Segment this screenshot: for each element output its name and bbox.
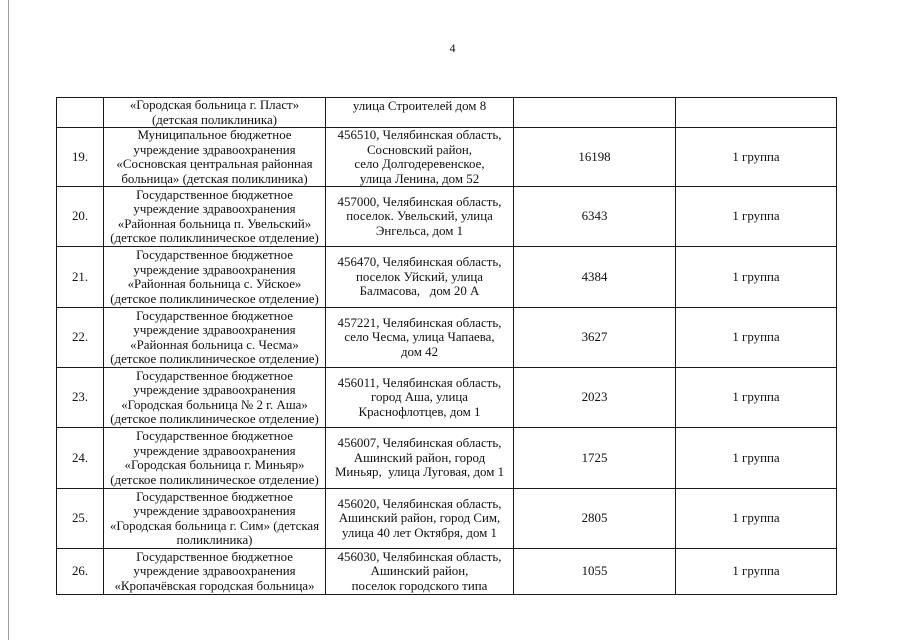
count-value: 16198 bbox=[578, 149, 611, 164]
address-line: Энгельса, дом 1 bbox=[375, 223, 464, 238]
count-cell bbox=[514, 489, 676, 549]
institution-name-line: учреждение здравоохранения bbox=[133, 564, 296, 579]
address-cell bbox=[326, 247, 514, 308]
group-value: 1 группа bbox=[732, 269, 780, 284]
institution-name-cell bbox=[104, 489, 326, 549]
address-line: Ашинский район, город Сим, bbox=[338, 511, 501, 526]
institution-name-line: (детское поликлиническое отделение) bbox=[110, 352, 319, 366]
address-cell bbox=[326, 368, 514, 428]
table-row bbox=[57, 187, 837, 247]
address-cell bbox=[326, 187, 514, 247]
address-line: 456020, Челябинская область, bbox=[337, 496, 502, 511]
group-value: 1 группа bbox=[732, 564, 780, 579]
address-line: 456007, Челябинская область, bbox=[337, 436, 502, 451]
group-value: 1 группа bbox=[732, 390, 780, 405]
institution-name-line: учреждение здравоохранения bbox=[133, 202, 296, 216]
address-line: 456470, Челябинская область, bbox=[337, 255, 502, 270]
row-number-cell bbox=[57, 428, 104, 489]
address-cell bbox=[326, 98, 514, 128]
address-line: село Долгодеревенское, bbox=[354, 157, 485, 171]
group-cell bbox=[676, 308, 837, 368]
group-cell bbox=[676, 187, 837, 247]
row-number-cell bbox=[57, 98, 104, 128]
institution-name-line: (детское поликлиническое отделение) bbox=[110, 472, 319, 487]
page-number: 4 bbox=[449, 41, 456, 55]
institution-name-cell bbox=[104, 98, 326, 128]
institution-name-line: «Городская больница г. Сим» (детская bbox=[109, 518, 320, 533]
count-value: 1055 bbox=[581, 564, 608, 579]
institution-name-line: «Сосновская центральная районная bbox=[116, 157, 313, 171]
scan-edge-line bbox=[8, 0, 9, 640]
institution-name-line: учреждение здравоохранения bbox=[133, 262, 296, 277]
table-row bbox=[57, 247, 837, 308]
institution-name-line: «Районная больница п. Увельский» bbox=[117, 216, 312, 231]
group-value: 1 группа bbox=[732, 450, 780, 465]
institution-name-line: (детское поликлиническое отделение) bbox=[110, 231, 319, 245]
row-number: 25. bbox=[71, 511, 89, 526]
count-cell bbox=[514, 247, 676, 308]
row-number: 23. bbox=[71, 390, 89, 405]
table-row bbox=[57, 98, 837, 128]
group-value: 1 группа bbox=[732, 149, 780, 164]
institution-name-cell bbox=[104, 247, 326, 308]
institution-name-line: Государственное бюджетное bbox=[136, 187, 293, 202]
group-cell bbox=[676, 428, 837, 489]
row-number: 20. bbox=[71, 209, 89, 224]
row-number: 26. bbox=[71, 564, 89, 579]
address-cell bbox=[326, 549, 514, 595]
address-cell bbox=[326, 128, 514, 187]
count-value: 3627 bbox=[581, 330, 608, 345]
address-line: Балмасова, дом 20 А bbox=[359, 284, 480, 299]
count-value: 4384 bbox=[581, 269, 608, 284]
institution-name-line: Государственное бюджетное bbox=[136, 489, 293, 504]
count-cell bbox=[514, 368, 676, 428]
row-number-cell bbox=[57, 489, 104, 549]
address-line: дом 42 bbox=[400, 344, 439, 359]
institution-name-line: (детская поликлиника) bbox=[151, 112, 277, 127]
institution-name-line: (детское поликлиническое отделение) bbox=[110, 291, 319, 306]
institution-name-line: «Городская больница № 2 г. Аша» bbox=[121, 397, 308, 412]
institution-name-line: учреждение здравоохранения bbox=[133, 323, 296, 337]
count-value: 1725 bbox=[581, 450, 608, 465]
row-number-cell bbox=[57, 368, 104, 428]
institution-name-line: Государственное бюджетное bbox=[136, 308, 293, 323]
address-line: Миньяр, улица Луговая, дом 1 bbox=[334, 465, 505, 480]
address-line: Ашинский район, город bbox=[353, 450, 486, 465]
address-line: поселок Уйский, улица bbox=[355, 269, 484, 284]
address-line: улица Ленина, дом 52 bbox=[359, 171, 480, 186]
address-line: 456011, Челябинская область, bbox=[337, 375, 502, 390]
count-cell bbox=[514, 187, 676, 247]
count-value: 2805 bbox=[581, 511, 608, 526]
address-line: Сосновский район, bbox=[366, 142, 473, 157]
institution-name-cell bbox=[104, 187, 326, 247]
institution-name-cell bbox=[104, 308, 326, 368]
address-line: город Аша, улица bbox=[371, 390, 468, 405]
row-number: 19. bbox=[71, 149, 89, 164]
institution-name-line: Государственное бюджетное bbox=[136, 549, 293, 564]
address-line: Краснофлотцев, дом 1 bbox=[358, 404, 481, 419]
institution-name-cell bbox=[104, 368, 326, 428]
institution-name-line: Государственное бюджетное bbox=[136, 429, 293, 443]
address-line: 457000, Челябинская область, bbox=[337, 194, 502, 209]
address-cell bbox=[326, 428, 514, 489]
address-line: поселок. Увельский, улица bbox=[346, 209, 493, 224]
address-cell bbox=[326, 489, 514, 549]
count-cell bbox=[514, 98, 676, 128]
address-line: Ашинский район, bbox=[370, 564, 469, 579]
group-value: 1 группа bbox=[732, 330, 780, 345]
row-number-cell bbox=[57, 247, 104, 308]
institution-name-line: «Районная больница с. Уйское» bbox=[127, 277, 302, 291]
row-number: 21. bbox=[71, 269, 89, 284]
table-row bbox=[57, 128, 837, 187]
address-line: поселок городского типа bbox=[351, 578, 488, 593]
institution-name-line: Государственное бюджетное bbox=[136, 248, 293, 262]
group-cell bbox=[676, 489, 837, 549]
row-number: 24. bbox=[71, 450, 89, 465]
group-cell bbox=[676, 128, 837, 187]
institution-name-cell bbox=[104, 128, 326, 187]
institution-name-line: Государственное бюджетное bbox=[136, 368, 293, 383]
count-cell bbox=[514, 308, 676, 368]
institution-name-cell bbox=[104, 428, 326, 489]
institution-name-line: «Кропачёвская городская больница» bbox=[114, 578, 315, 593]
institution-name-line: больница» (детская поликлиника) bbox=[121, 171, 308, 186]
institution-name-line: учреждение здравоохранения bbox=[133, 504, 296, 518]
institution-name-cell bbox=[104, 549, 326, 595]
address-line: 456030, Челябинская область, bbox=[337, 549, 502, 564]
count-cell bbox=[514, 128, 676, 187]
institution-name-line: поликлиника) bbox=[176, 533, 253, 547]
table-row bbox=[57, 308, 837, 368]
count-cell bbox=[514, 549, 676, 595]
row-number-cell bbox=[57, 549, 104, 595]
group-value: 1 группа bbox=[732, 511, 780, 526]
address-line: 457221, Челябинская область, bbox=[337, 315, 502, 330]
address-line: 456510, Челябинская область, bbox=[337, 128, 502, 142]
group-cell bbox=[676, 368, 837, 428]
count-cell bbox=[514, 428, 676, 489]
institutions-table bbox=[56, 97, 837, 595]
table-row bbox=[57, 549, 837, 595]
address-line: улица Строителей дом 8 bbox=[352, 99, 487, 113]
table-row bbox=[57, 489, 837, 549]
row-number-cell bbox=[57, 128, 104, 187]
address-cell bbox=[326, 308, 514, 368]
group-cell bbox=[676, 98, 837, 128]
institution-name-line: учреждение здравоохранения bbox=[133, 383, 296, 397]
institution-name-line: (детское поликлиническое отделение) bbox=[110, 412, 319, 426]
row-number-cell bbox=[57, 308, 104, 368]
group-cell bbox=[676, 549, 837, 595]
row-number: 22. bbox=[71, 330, 89, 345]
group-value: 1 группа bbox=[732, 209, 780, 224]
institution-name-line: «Городская больница г. Пласт» bbox=[129, 98, 300, 112]
row-number-cell bbox=[57, 187, 104, 247]
address-line: село Чесма, улица Чапаева, bbox=[344, 330, 495, 345]
institution-name-line: учреждение здравоохранения bbox=[133, 443, 296, 458]
institution-name-line: «Городская больница г. Миньяр» bbox=[124, 458, 305, 472]
table-row bbox=[57, 368, 837, 428]
institution-name-line: «Районная больница с. Чесма» bbox=[130, 337, 299, 352]
institution-name-line: Муниципальное бюджетное bbox=[137, 128, 292, 142]
table-row bbox=[57, 428, 837, 489]
count-value: 6343 bbox=[581, 209, 608, 224]
institution-name-line: учреждение здравоохранения bbox=[133, 142, 296, 157]
count-value: 2023 bbox=[581, 390, 608, 405]
address-line: улица 40 лет Октября, дом 1 bbox=[342, 525, 497, 540]
group-cell bbox=[676, 247, 837, 308]
